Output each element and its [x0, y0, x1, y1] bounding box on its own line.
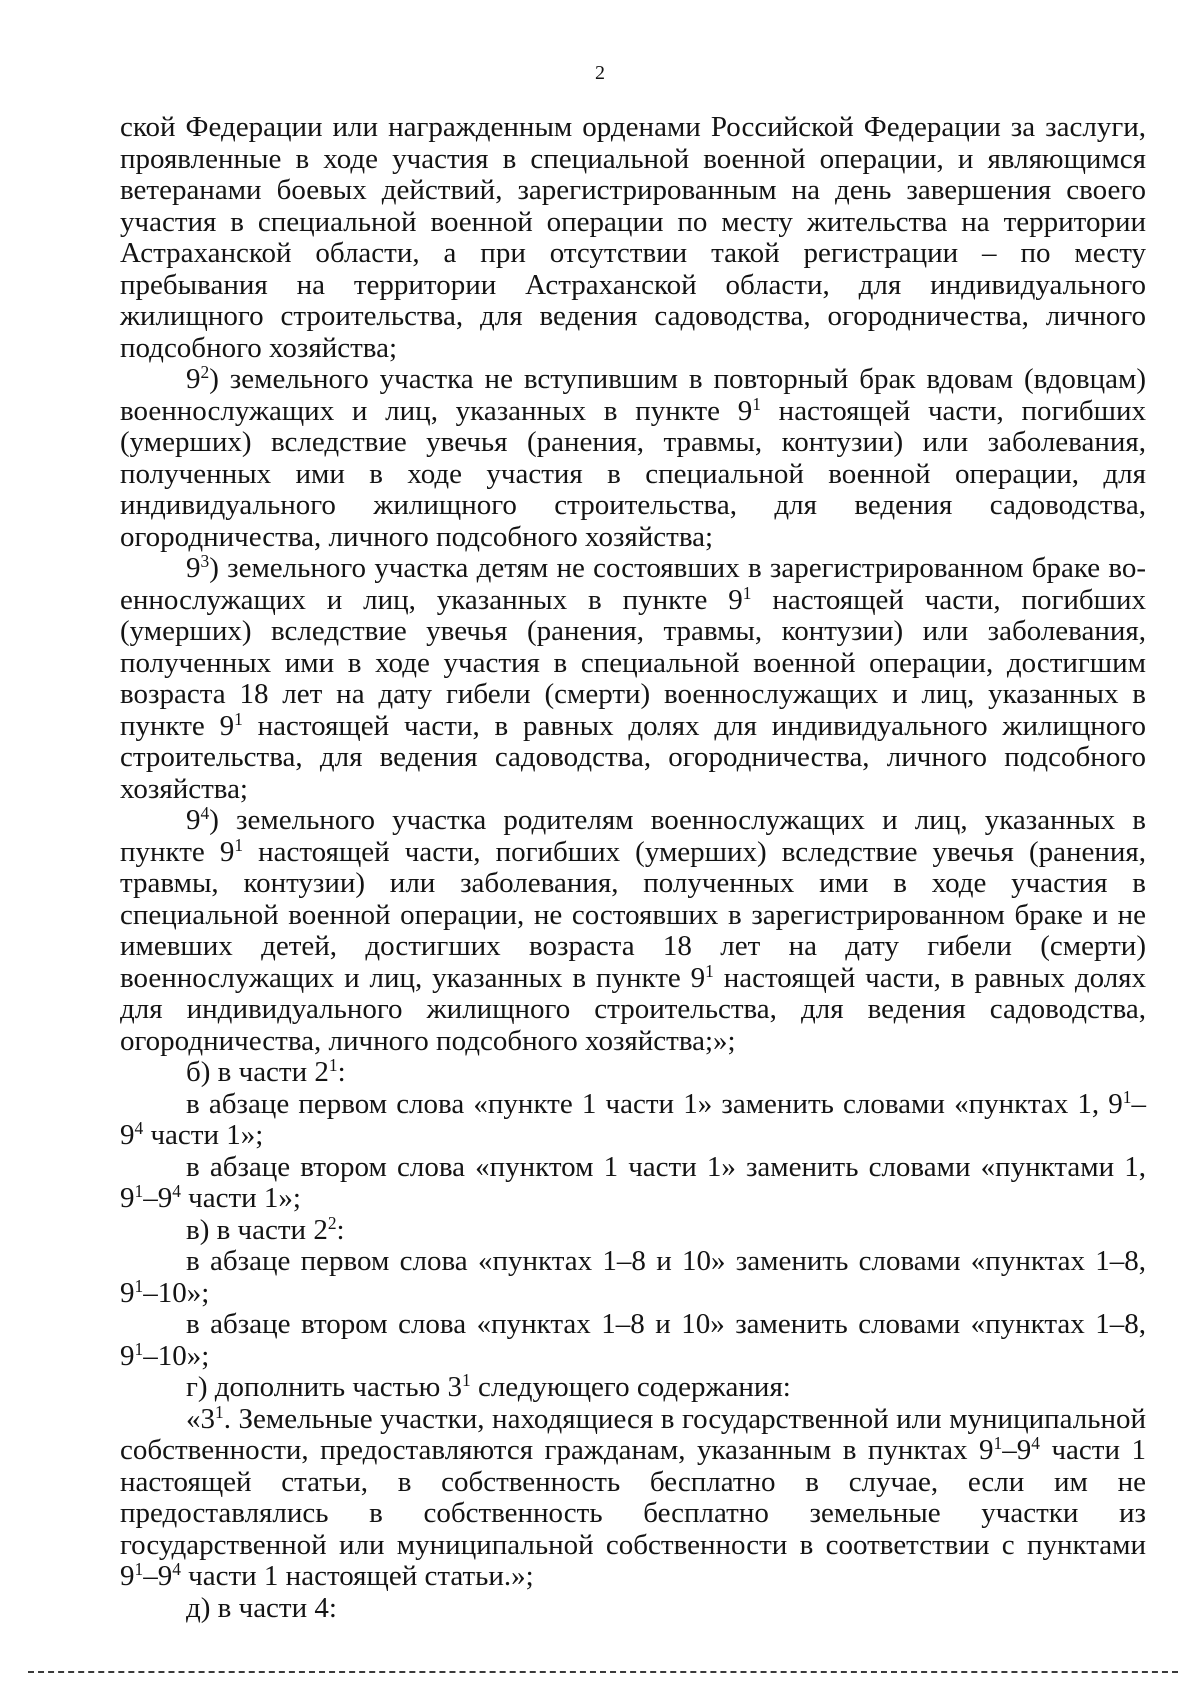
paragraph-text: части 1 настоящей статьи.»;	[180, 1560, 534, 1592]
paragraph-text: настоящей части, погибших (умерших) вследствие увечья (ранения, травмы, контузии) или заболевания, полученных ими в ходе участия в специальной военной операции, для индивидуального жилищного строительства, для ведения садоводства, огородничества, личного подсобного хозяйства;	[120, 394, 1147, 553]
superscript-index: 1	[234, 708, 243, 729]
paragraph-text: настоящей части, погибших (умерших) вследствие увечья (ранения, травмы, контузии) или заболевания, полученных ими в ходе участия в специальной военной операции, достигшим возраста 18 лет на дату гибели (смерти) военнослужащих и лиц, указанных в пункте 9	[120, 583, 1146, 742]
page-bottom-divider	[28, 1671, 1178, 1673]
superscript-index: 1	[134, 1275, 144, 1296]
paragraph	[120, 1246, 1146, 1309]
paragraph	[120, 1401, 1146, 1593]
paragraph-text: части 1»;	[180, 1182, 301, 1214]
paragraph-text: настоящей части, погибших (умерших) вследствие увечья (ранения, травмы, контузии) или заболевания, полученных ими в ходе участия в специальной военной операции, не состоявших в зарегистрированном браке и не имевших детей, достигших возраста 18 лет на дату гибели (смерти) военнослужащих и лиц, указанных в пункте 9	[120, 835, 1146, 994]
paragraph	[120, 1372, 1146, 1404]
superscript-index: 4	[172, 1181, 181, 1202]
paragraph-text: части 1»;	[143, 1119, 264, 1151]
paragraph-text: ) земельного участка детям не состоявших в зарегистрированном браке военнослужащих и лиц, указанных в пункте 9	[120, 552, 1146, 616]
superscript-index: 1	[134, 1559, 144, 1580]
paragraph-text: части 1 настоящей статьи, в собственность бесплатно в случае, если им не предоставлялись в собственность бесплатно земельные участки из государственной или муниципальной собственности в соответствии с пунктами 9	[120, 1434, 1146, 1592]
paragraph-text: –9	[1002, 1434, 1032, 1466]
superscript-index: 1	[215, 1401, 224, 1422]
superscript-index: 4	[200, 803, 210, 824]
superscript-index: 1	[134, 1338, 144, 1359]
paragraph	[120, 1152, 1146, 1215]
paragraph-text: «3	[186, 1402, 215, 1435]
superscript-index: 4	[1031, 1433, 1040, 1454]
superscript-index: 1	[742, 582, 752, 603]
paragraph-text: . Земельные участки, находящиеся в государственной или муниципальной собственности, предоставляются гражданам, указанным в пунктах 9	[120, 1402, 1146, 1466]
superscript-index: 1	[234, 834, 244, 855]
superscript-index: 1	[993, 1433, 1003, 1454]
paragraph	[120, 1212, 1146, 1247]
paragraph-text: 9	[186, 804, 201, 836]
paragraph	[120, 1086, 1146, 1152]
paragraph-text: д) в части 4:	[186, 1591, 337, 1624]
paragraph-text: –10»;	[143, 1339, 210, 1372]
superscript-index: 1	[752, 393, 761, 414]
paragraph-text: ской Федерации или награжденным орденами Российской Федерации за заслуги, проявленные в ходе участия в специальной военной операции, и являющимся ветеранами боевых действий, зарегистрированным на день завершения своего участия в специальной военной операции по месту жительства на территории Астраханской области, а при отсутствии такой регистрации – по месту пребывания на территории Астраханской области, для индивидуального жилищного строительства, для ведения садоводства, огородничества, личного подсобного хозяйства;	[120, 111, 1146, 364]
paragraph-text: –10»;	[143, 1276, 210, 1309]
paragraph	[120, 1057, 1146, 1089]
superscript-index: 1	[705, 960, 714, 981]
superscript-index: 4	[172, 1559, 181, 1580]
paragraph-text: в) в части 2	[186, 1213, 328, 1246]
superscript-index: 1	[462, 1370, 471, 1391]
paragraph-text: настоящей части, в равных долях для индивидуального жилищного строительства, для ведения садоводства, огородничества, личного подсобного хозяйства;	[120, 709, 1146, 805]
paragraph-text: –9	[143, 1560, 173, 1592]
superscript-index: 1	[1122, 1086, 1132, 1107]
paragraph-text: –9	[143, 1182, 173, 1214]
paragraph-text: в абзаце первом слова «пунктах 1–8 и 10» заменить словами «пунктах 1–8, 9	[120, 1245, 1146, 1309]
continued-paragraph	[120, 112, 1146, 364]
paragraph	[120, 1593, 1146, 1625]
superscript-index: 2	[200, 362, 210, 383]
paragraph-text: 9	[186, 363, 201, 395]
paragraph-text: в абзаце втором слова «пунктом 1 части 1» заменить словами «пунктами 1, 9	[120, 1150, 1146, 1214]
paragraph-text: –9	[120, 1087, 1146, 1151]
superscript-index: 2	[327, 1212, 337, 1233]
paragraph	[120, 805, 1146, 1057]
paragraph-text: :	[336, 1213, 345, 1246]
paragraph-text: в абзаце первом слова «пункте 1 части 1» заменить словами «пунктах 1, 9	[186, 1087, 1123, 1120]
paragraph-text: в абзаце втором слова «пунктах 1–8 и 10» заменить словами «пунктах 1–8, 9	[120, 1308, 1146, 1372]
paragraph-text: 9	[186, 552, 201, 584]
superscript-index: 1	[328, 1055, 338, 1076]
paragraph	[120, 553, 1146, 805]
paragraph-text: б) в части 2	[186, 1056, 329, 1088]
paragraph-text: ) земельного участка родителям военнослужащих и лиц, указанных в пункте 9	[120, 804, 1146, 868]
paragraph-text: ) земельного участка не вступившим в повторный брак вдовам (вдовцам) военнослужащих и лиц, указанных в пункте 9	[120, 363, 1146, 427]
paragraph-text: г) дополнить частью 3	[186, 1371, 462, 1403]
paragraph	[120, 364, 1146, 553]
paragraph-text: следующего содержания:	[470, 1371, 791, 1403]
superscript-index: 4	[134, 1118, 144, 1139]
superscript-index: 1	[134, 1181, 144, 1202]
paragraph-text: :	[337, 1056, 346, 1088]
paragraph	[120, 1309, 1146, 1372]
page-number: 2	[595, 62, 605, 84]
superscript-index: 3	[200, 551, 210, 572]
paragraph-text: настоящей части, в равных долях для индивидуального жилищного строительства, для ведения садоводства, огородничества, личного подсобного хозяйства;»;	[120, 961, 1147, 1057]
document-body	[120, 112, 1146, 1624]
